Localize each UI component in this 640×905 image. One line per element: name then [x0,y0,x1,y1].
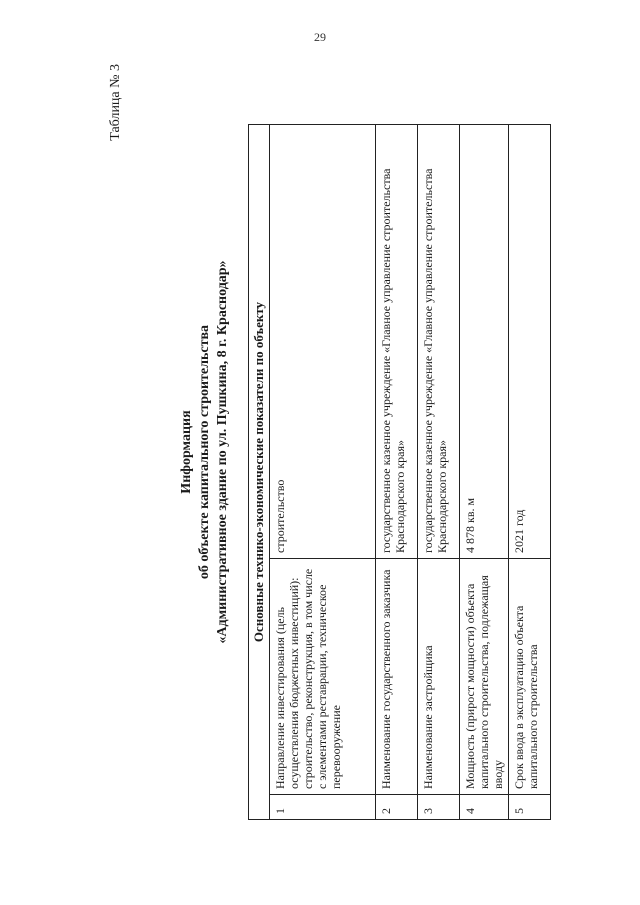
table-header: Основные технико-экономические показатели по объекту [249,125,270,820]
row-value: 4 878 кв. м [460,125,509,559]
indicators-table [248,124,551,820]
row-number: 4 [460,795,509,820]
row-label: Наименование государственного заказчика [376,559,418,795]
table-row [376,125,418,820]
row-value: государственное казенное учреждение «Главное управление строительства Краснодарского края» [376,125,418,559]
row-number: 1 [270,795,376,820]
row-number: 5 [509,795,551,820]
rotated-content [60,62,580,842]
row-value: 2021 год [509,125,551,559]
table-row [418,125,460,820]
table-row [509,125,551,820]
row-value: государственное казенное учреждение «Главное управление строительства Краснодарского края» [418,125,460,559]
table-row [460,125,509,820]
row-number: 3 [418,795,460,820]
document-subtitle: об объекте капитального строительства [197,324,212,580]
row-label: Мощность (прирост мощности) объекта капитального строительства, подлежащая вводу [460,559,509,795]
table-row [270,125,376,820]
row-label: Направление инвестирования (цель осуществления бюджетных инвестиций): строительство, реконструкция, в том числе с элементами реставрации, техническое перевооружение [270,559,376,795]
row-label: Наименование застройщика [418,559,460,795]
row-label: Срок ввода в эксплуатацию объекта капитального строительства [509,559,551,795]
row-value: строительство [270,125,376,559]
table-label: Таблица № 3 [108,64,123,141]
table-header-row [249,125,270,820]
object-name: «Административное здание по ул. Пушкина, 8 г. Краснодар» [215,260,230,644]
row-number: 2 [376,795,418,820]
document-title: Информация [179,410,194,494]
page-number: 29 [314,30,326,44]
